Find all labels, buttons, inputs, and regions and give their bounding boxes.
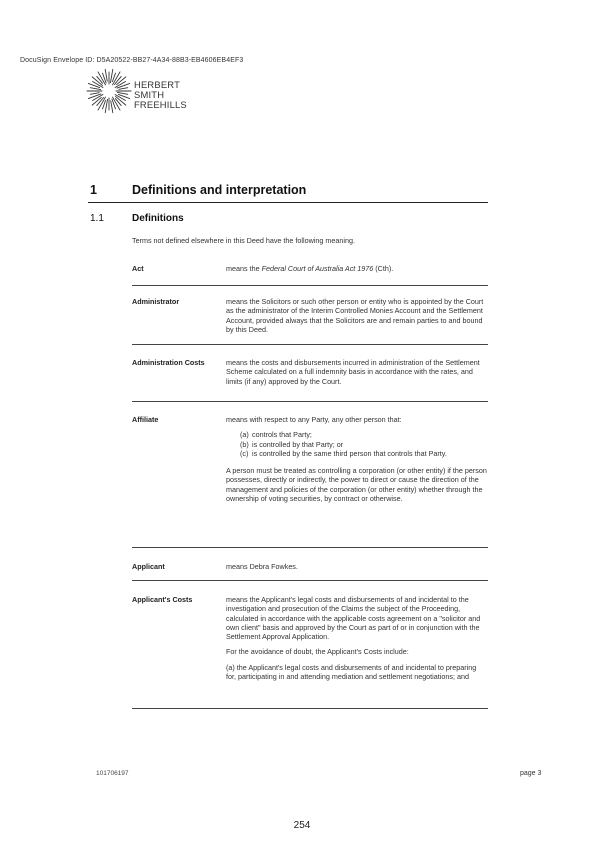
logo-ray [119,88,128,90]
term-affiliate: Affiliate [132,415,159,424]
term-administration-costs: Administration Costs [132,358,205,367]
affiliate-control-paragraph: A person must be treated as controlling a corporation (or other entity) if the person possesses, directly or indirectly, the power to direct or cause the direction of the management and policies of the corporation (or other entity) whether through the ownership of voting securities, by contract or otherwise. [226,466,487,504]
intro-text: Terms not defined elsewhere in this Deed have the following meaning. [132,236,355,245]
term-applicants-costs: Applicant's Costs [132,595,193,604]
applicants-costs-text: means the Applicant's legal costs and disbursements of and incidental to the investigation and prosecution of the Claims the subject of the Proceeding, calculated in accordance with the applicable costs agreement on a "solicitor and own client" basis and approved by the Court as part of or in conjunction with the Settlement Approval Application. [226,595,481,642]
firm-logo-text [134,80,187,110]
term-applicant: Applicant [132,562,165,571]
section-rule [88,202,488,203]
logo-line-2: SMITH [134,89,165,100]
envelope-id: DocuSign Envelope ID: D5A20522-BB27-4A34-88B3-EB4606EB4EF3 [20,57,244,64]
list-item-text: controls that Party; [252,430,312,440]
page-number: 254 [293,820,311,831]
definition-applicant: means Debra Fowkes. [226,562,298,571]
section-title: Definitions and interpretation [132,183,307,197]
definition-affiliate [226,415,488,509]
definition-act-post: (Cth). [373,264,394,273]
applicants-costs-para-3: (a) the Applicant's legal costs and disbursements of and incidental to preparing for, participating in and attending mediation and settlement negotiations; and [226,662,477,682]
logo-line-1: HERBERT [134,79,181,90]
list-item-label: (b) [240,439,249,449]
list-item-label: (a) [240,430,249,440]
list-item-text: is controlled by that Party; or [252,439,344,449]
list-item-text: is controlled by the same third person that controls that Party. [252,448,447,458]
divider-rule [132,285,488,286]
subsection-title: Definitions [132,213,184,224]
divider-rule [132,547,488,548]
logo-ray [105,69,107,81]
divider-rule [132,344,488,345]
divider-rule [132,580,488,581]
list-item [226,449,488,458]
list-item [226,430,488,439]
page-label: page 3 [520,770,542,777]
list-item-label: (c) [240,448,249,458]
divider-rule [132,401,488,402]
affiliate-lead: means with respect to any Party, any other person that: [226,415,402,424]
divider-rule [132,708,488,709]
definition-administration-costs: means the costs and disbursements incurred in administration of the Settlement Scheme calculated on a full indemnity basis in accordance with the rates, and limits (if any) approved by the Court. [226,358,480,386]
logo-ray [111,101,113,113]
subsection-number: 1.1 [90,213,104,224]
logo-ray [90,88,100,90]
affiliate-list [226,430,488,458]
document-number: 101706197 [96,770,129,777]
definition-act-statute: Federal Court of Australia Act 1976 [261,264,374,273]
term-administrator: Administrator [132,297,180,306]
term-act: Act [132,264,144,273]
definition-applicants-costs [226,595,488,687]
logo-ray [117,92,127,94]
logo-line-3: FREEHILLS [134,99,187,110]
definition-act-pre: means the [226,264,262,273]
section-number: 1 [90,183,97,197]
logo-ray [90,93,99,95]
applicants-costs-para-2: For the avoidance of doubt, the Applicant's Costs include: [226,647,409,657]
definition-administrator: means the Solicitors or such other person or entity who is appointed by the Court as the administrator of the Interim Controlled Monies Account and the Settlement Account, provided always that the Solicitors are and remain parties to and bound by this Deed. [226,297,484,334]
list-item [226,440,488,449]
definition-act [226,264,488,273]
